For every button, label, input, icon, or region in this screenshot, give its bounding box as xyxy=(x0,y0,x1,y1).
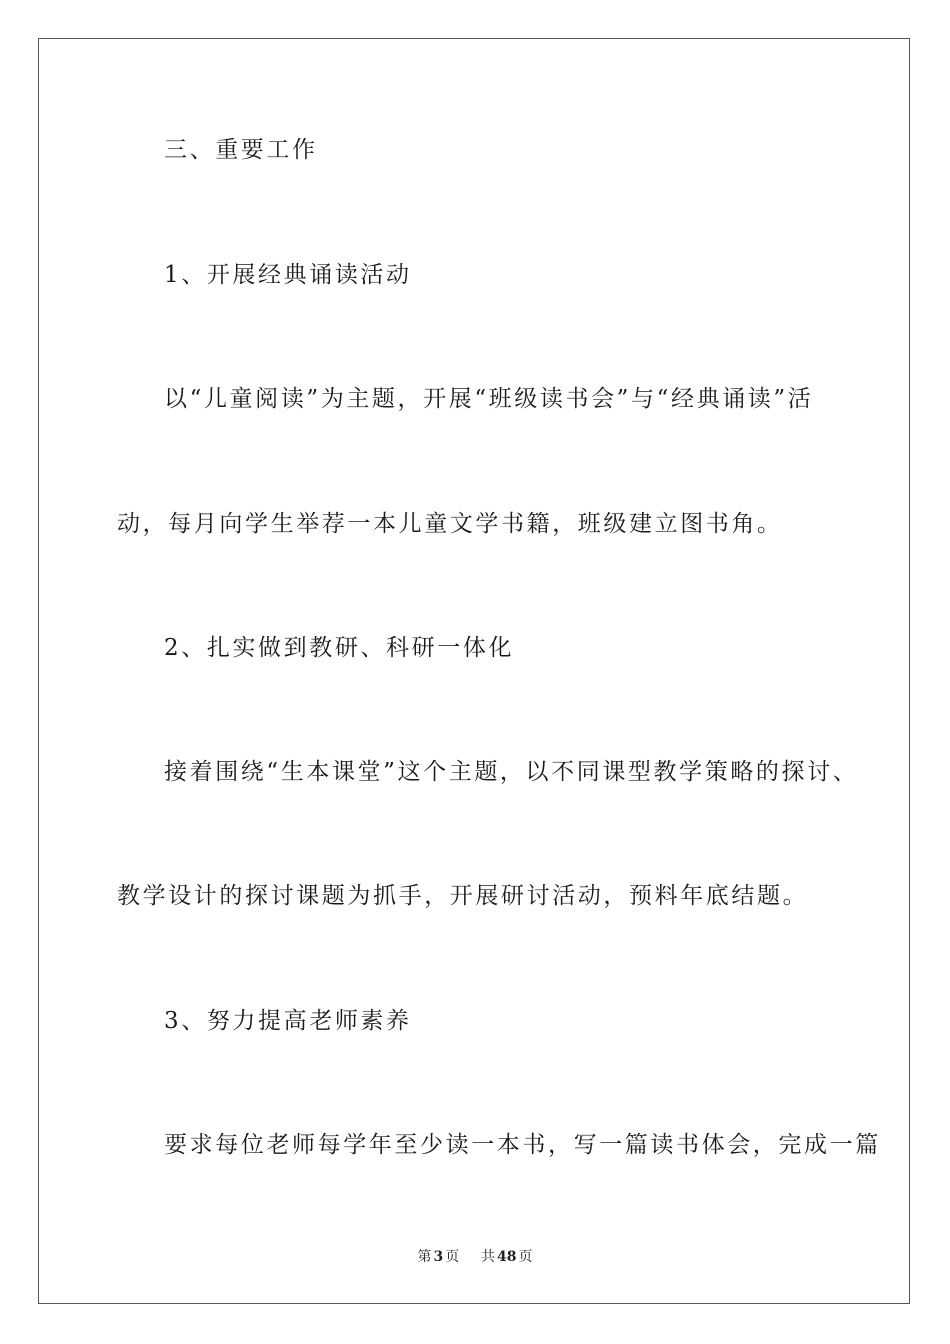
paragraph-1-line-1: 以“儿童阅读”为主题，开展“班级读书会”与“经典诵读”活 xyxy=(164,386,814,412)
total-unit: 页 xyxy=(518,1249,533,1265)
subheading-3: 3、努力提高老师素养 xyxy=(164,1008,412,1034)
subheading-1: 1、开展经典诵读活动 xyxy=(164,262,412,288)
page-label: 第 xyxy=(417,1249,432,1265)
paragraph-2-line-1: 接着围绕“生本课堂”这个主题，以不同课型教学策略的探讨、 xyxy=(164,759,859,785)
page-frame xyxy=(38,38,910,1304)
total-pages: 48 xyxy=(497,1249,517,1265)
subheading-2: 2、扎实做到教研、科研一体化 xyxy=(164,635,515,661)
total-label: 共 xyxy=(481,1249,496,1265)
paragraph-3-line-1: 要求每位老师每学年至少读一本书，写一篇读书体会，完成一篇 xyxy=(164,1132,881,1158)
page-unit: 页 xyxy=(445,1249,460,1265)
page-number: 3 xyxy=(433,1249,444,1265)
section-heading: 三、重要工作 xyxy=(164,137,318,163)
paragraph-1-line-2: 动，每月向学生举荐一本儿童文学书籍，班级建立图书角。 xyxy=(117,511,783,537)
page-footer xyxy=(0,1248,950,1266)
paragraph-2-line-2: 教学设计的探讨课题为抓手，开展研讨活动，预料年底结题。 xyxy=(117,883,809,909)
